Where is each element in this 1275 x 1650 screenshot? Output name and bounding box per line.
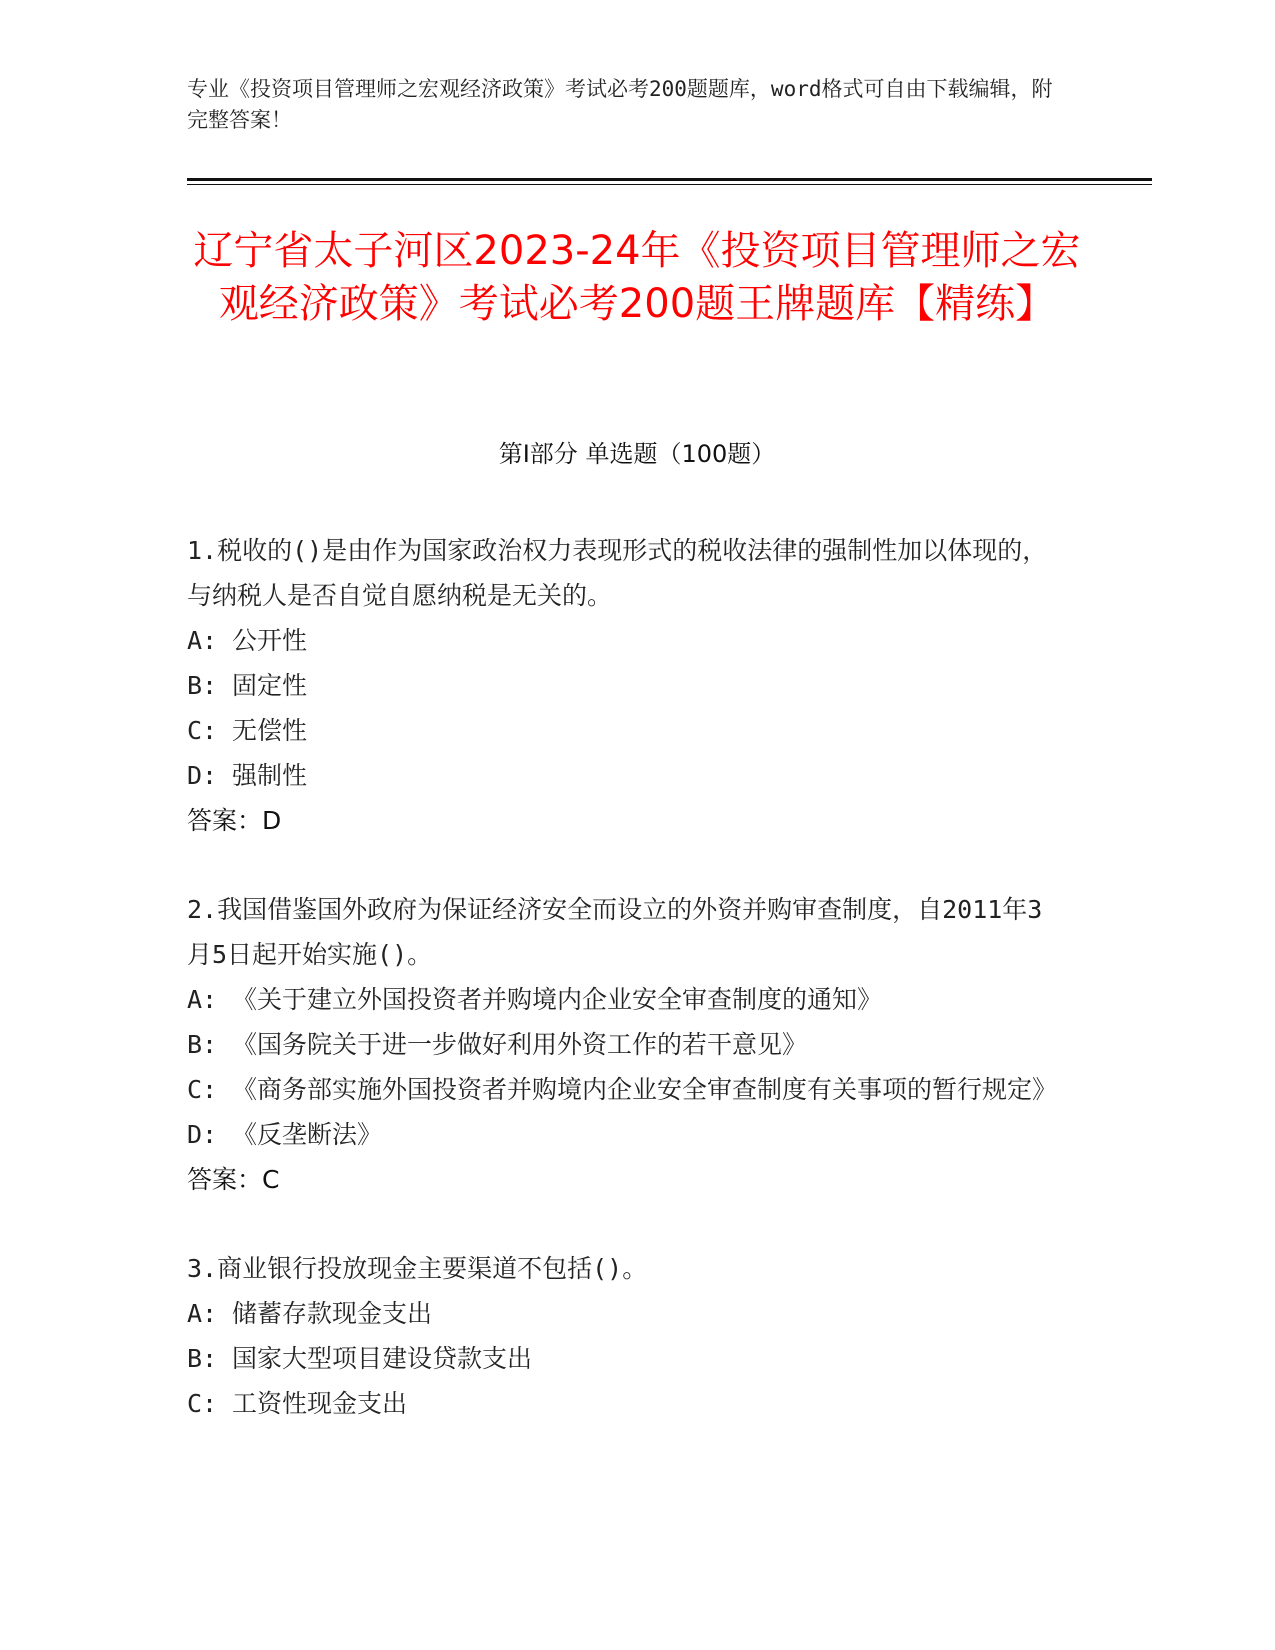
option-a — [187, 977, 1067, 1022]
document-title: 辽宁省太子河区2023-24年《投资项目管理师之宏观经济政策》考试必考200题王牌题库【精练】 — [193, 228, 1081, 327]
question-text: 1.税收的()是由作为国家政治权力表现形式的税收法律的强制性加以体现的，与纳税人是否自觉自愿纳税是无关的。 — [187, 536, 1048, 610]
option-c — [187, 1067, 1067, 1112]
option-c — [187, 708, 1067, 753]
option-text: 国家大型项目建设贷款支出 — [232, 1344, 533, 1373]
option-letter: C: — [187, 1389, 218, 1418]
header-note: 专业《投资项目管理师之宏观经济政策》考试必考200题题库，word格式可自由下载编辑，附完整答案！ — [187, 77, 1053, 132]
option-text: 《关于建立外国投资者并购境内企业安全审查制度的通知》 — [232, 985, 883, 1014]
option-text: 《国务院关于进一步做好利用外资工作的若干意见》 — [232, 1030, 808, 1059]
option-letter: B: — [187, 1030, 218, 1059]
question-3 — [187, 1246, 1067, 1426]
option-c — [187, 1381, 1067, 1426]
option-b — [187, 663, 1067, 708]
option-letter: A: — [187, 985, 218, 1014]
option-letter: C: — [187, 1075, 218, 1104]
answer: 答案：C — [187, 1165, 280, 1194]
option-text: 储蓄存款现金支出 — [232, 1299, 433, 1328]
question-text: 3.商业银行投放现金主要渠道不包括()。 — [187, 1254, 648, 1283]
question-list — [187, 528, 1067, 1470]
option-b — [187, 1336, 1067, 1381]
option-letter: A: — [187, 626, 218, 655]
option-a — [187, 1291, 1067, 1336]
option-letter: B: — [187, 671, 218, 700]
header-divider-thick — [187, 178, 1152, 181]
option-text: 无偿性 — [232, 716, 308, 745]
option-text: 工资性现金支出 — [232, 1389, 408, 1418]
option-text: 《商务部实施外国投资者并购境内企业安全审查制度有关事项的暂行规定》 — [232, 1075, 1058, 1104]
option-text: 公开性 — [232, 626, 308, 655]
option-d — [187, 753, 1067, 798]
option-b — [187, 1022, 1067, 1067]
option-letter: B: — [187, 1344, 218, 1373]
option-text: 强制性 — [232, 761, 308, 790]
answer: 答案：D — [187, 806, 282, 835]
option-a — [187, 618, 1067, 663]
option-letter: A: — [187, 1299, 218, 1328]
option-text: 《反垄断法》 — [232, 1120, 383, 1149]
option-letter: D: — [187, 761, 218, 790]
question-text: 2.我国借鉴国外政府为保证经济安全而设立的外资并购审查制度，自2011年3月5日起开始实施()。 — [187, 895, 1043, 969]
option-d — [187, 1112, 1067, 1157]
header-divider-thin — [187, 184, 1152, 185]
option-letter: D: — [187, 1120, 218, 1149]
section-heading: 第Ⅰ部分 单选题（100题） — [498, 440, 776, 468]
option-text: 固定性 — [232, 671, 308, 700]
option-letter: C: — [187, 716, 218, 745]
question-2 — [187, 887, 1067, 1202]
question-1 — [187, 528, 1067, 843]
